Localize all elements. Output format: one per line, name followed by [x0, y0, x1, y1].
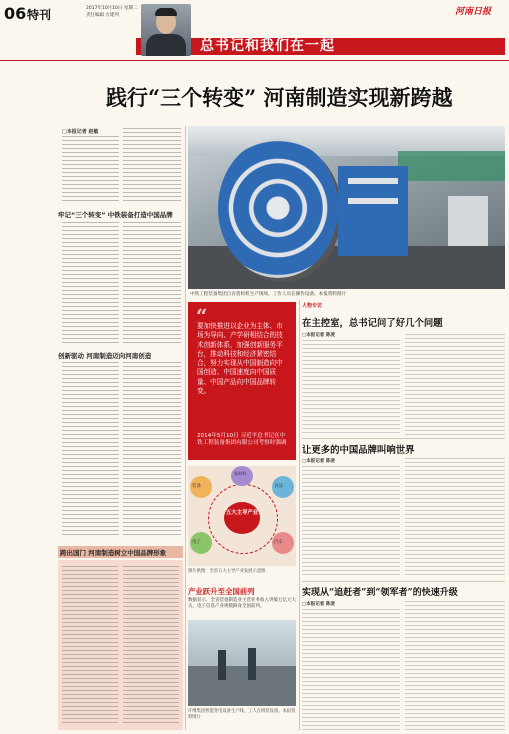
- right-text-block-5: [302, 609, 400, 730]
- section-label: 特刊: [27, 8, 52, 22]
- photo-caption: 中铁工程装备集团自有盾构机生产现场，工作人员在操作设备。本报资料图片: [190, 292, 347, 297]
- main-headline: 践行“三个转变” 河南制造实现新跨越: [106, 85, 453, 110]
- diagram-node-label: 电子: [192, 540, 201, 545]
- left-text-block-8: [123, 566, 179, 726]
- left-text-block-6: [123, 362, 181, 538]
- column-divider: [299, 300, 300, 730]
- left-byline: □本报记者 赵敏: [62, 129, 99, 135]
- subhead-2: 创新驱动 河南制造迈向河南创造: [58, 352, 152, 360]
- right-byline-3: □本报记者 陈凌: [302, 602, 335, 607]
- right-text-block-4: [405, 458, 505, 578]
- industry-photo-caption: 许继集团智能变电设备生产线，工人在组装设备。本报资料图片: [188, 709, 296, 720]
- right-text-block-6: [405, 601, 505, 730]
- paper-logo: 河南日报: [455, 7, 492, 17]
- industry-photo: [188, 620, 296, 706]
- left-text-block-3: [62, 222, 119, 344]
- industry-text: 数据显示，全省装备制造业主营业务收入突破万亿元大关，电子信息产业规模跻身全国前列。: [188, 598, 296, 609]
- kicker: 人物专访: [302, 303, 323, 309]
- section-rule: [302, 581, 505, 582]
- left-text-block-7: [62, 566, 118, 726]
- diagram-node-label: 汽车: [274, 540, 283, 545]
- right-text-block-1: [302, 340, 400, 436]
- left-text-block-2: [123, 128, 181, 204]
- subhead-1: 牢记“三个转变” 中铁装备打造中国品牌: [58, 211, 173, 219]
- column-divider: [185, 126, 186, 730]
- editor-line: 责任编辑 方建列: [86, 13, 119, 18]
- subhead-3: 跨出国门 河南制造树立中国品牌形象: [60, 549, 167, 557]
- left-text-block-1: [62, 136, 119, 204]
- main-photo: [188, 126, 505, 289]
- left-text-block-5: [62, 362, 119, 538]
- diagram-caption: 图片供图：全省五大主导产业发展示意图: [188, 569, 266, 574]
- right-text-block-3: [302, 466, 400, 578]
- date-line: 2017年10月10日 星期二: [86, 6, 138, 11]
- industry-title: 产业跃升至全国前列: [188, 587, 255, 596]
- right-byline-1: □本报记者 陈凌: [302, 333, 335, 338]
- banner-line: [0, 60, 509, 61]
- quote-mark-icon: “: [196, 304, 208, 328]
- right-text-block-2: [405, 334, 505, 436]
- diagram-node-label: 食品: [274, 484, 283, 489]
- tbm-cutter-head: [218, 138, 338, 278]
- leader-portrait: [141, 4, 191, 56]
- left-text-block-4: [123, 222, 181, 344]
- diagram-node-label: 装备: [192, 484, 201, 489]
- quote-source: 2014年5月10日 习近平总书记在中铁工程装备集团有限公司考察时强调: [197, 433, 287, 446]
- right-byline-2: □本报记者 陈凌: [302, 459, 335, 464]
- section-rule: [302, 438, 505, 439]
- diagram-center: [224, 502, 260, 534]
- right-title-3: 实现从“追赶者”到“领军者”的快速升级: [302, 588, 458, 598]
- quote-text: 要加快推进以企业为主体、市场为导向、产学研相结合的技术创新体系，加强创新服务平台，推动科技和经济紧密结合，努力实现从中国制造向中国创造、中国速度向中国质量、中国产品向中国品牌转变。: [197, 322, 283, 396]
- industry-diagram: [188, 466, 296, 566]
- banner-title: 总书记和我们在一起: [200, 38, 335, 54]
- right-title-1: 在主控室，总书记问了好几个问题: [302, 318, 443, 329]
- page-number: 06: [4, 4, 27, 23]
- right-title-2: 让更多的中国品牌叫响世界: [302, 445, 415, 456]
- diagram-center-label: 五大主导产业: [225, 510, 259, 516]
- diagram-node-label: 新材料: [234, 471, 247, 476]
